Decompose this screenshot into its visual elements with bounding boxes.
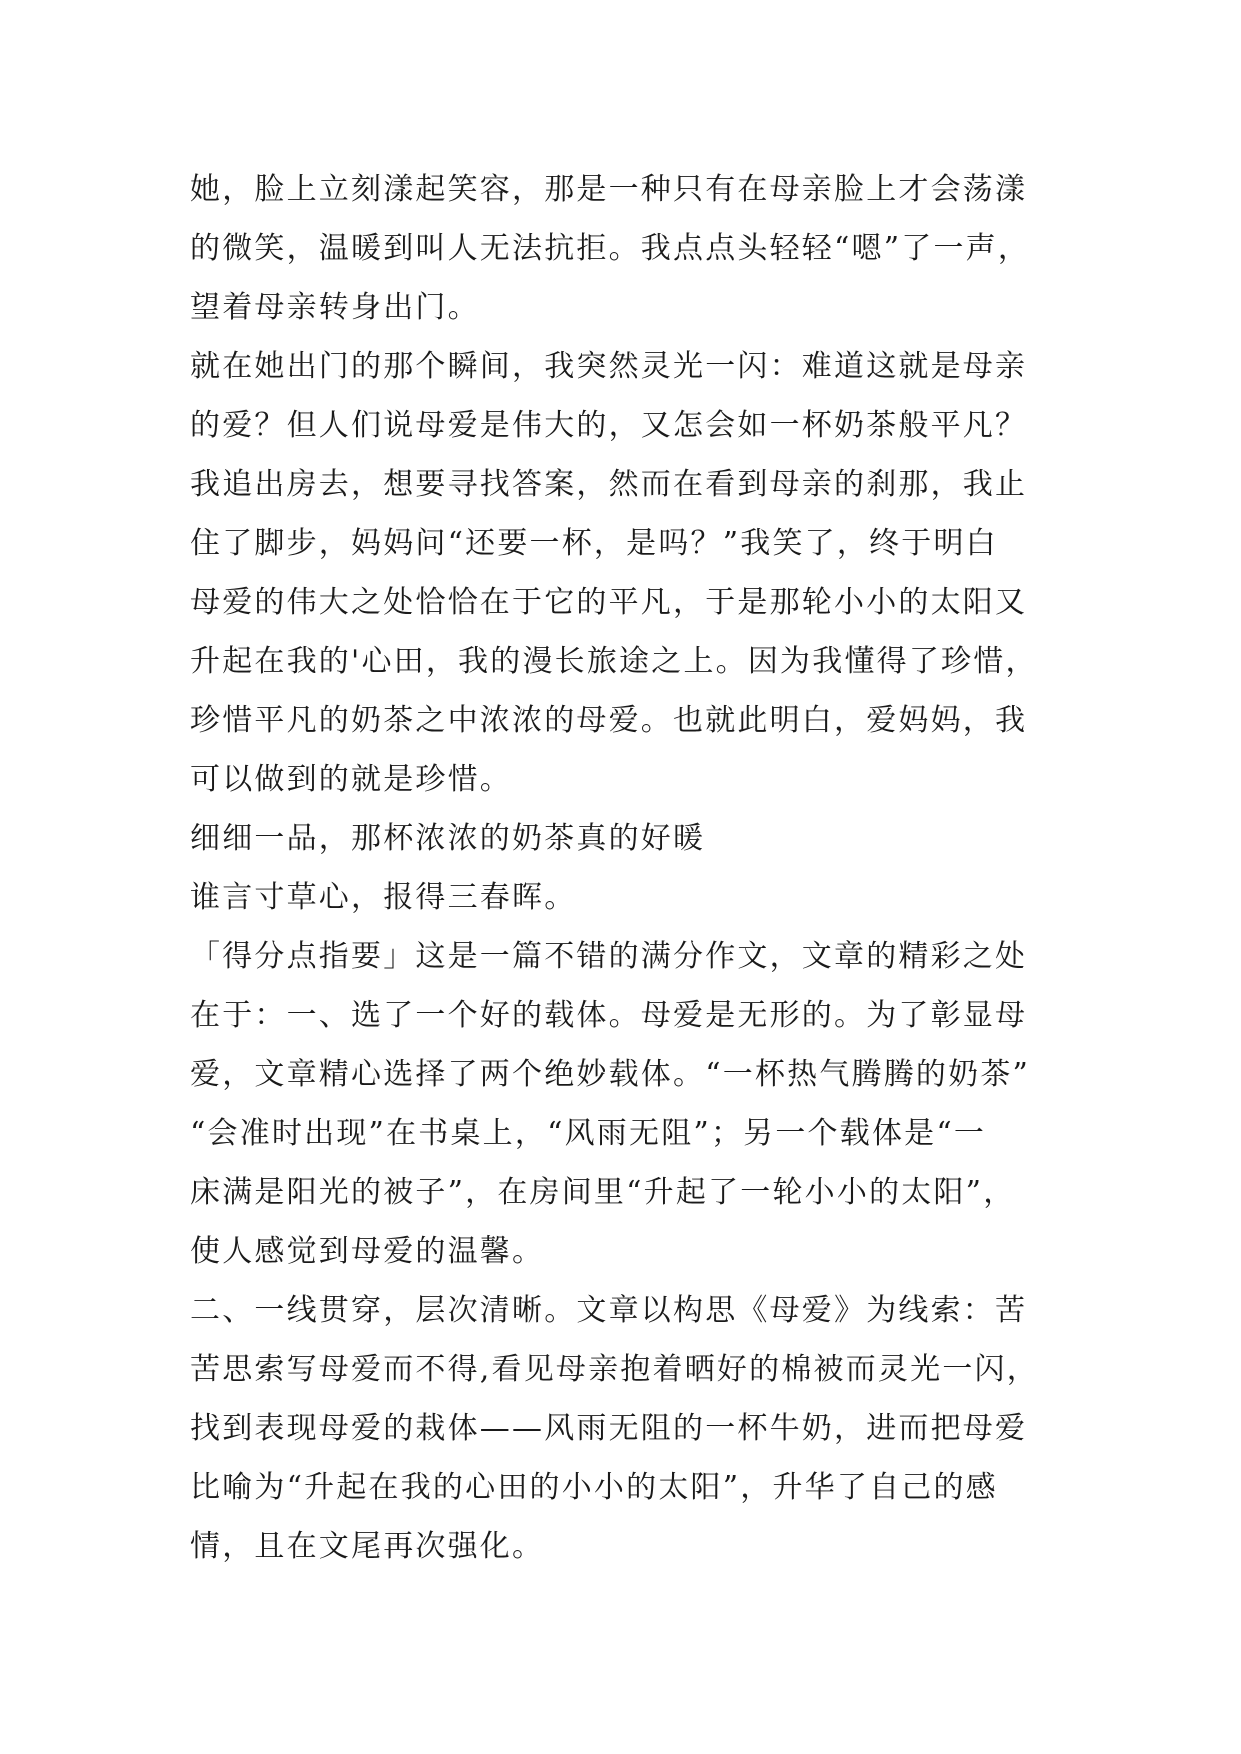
text-line: 在于：一、选了一个好的载体。母爱是无形的。为了彰显母 — [190, 998, 1028, 1033]
document-body — [190, 160, 1070, 1576]
text-line: 望着母亲转身出门。 — [190, 290, 480, 325]
text-line: 升起在我的'心田，我的漫长旅途之上。因为我懂得了珍惜， — [190, 644, 1038, 679]
text-line: 的爱？但人们说母爱是伟大的，又怎会如一杯奶茶般平凡？ — [190, 408, 1028, 443]
text-line: 细细一品，那杯浓浓的奶茶真的好暖 — [190, 821, 706, 856]
text-line: 可以做到的就是珍惜。 — [190, 762, 512, 797]
text-line: 我追出房去，想要寻找答案，然而在看到母亲的刹那，我止 — [190, 467, 1028, 502]
text-line: 就在她出门的那个瞬间，我突然灵光一闪：难道这就是母亲 — [190, 349, 1028, 384]
text-line: 找到表现母爱的栽体——风雨无阻的一杯牛奶，进而把母爱 — [190, 1411, 1028, 1446]
text-line: 的微笑，温暖到叫人无法抗拒。我点点头轻轻“嗯”了一声， — [190, 231, 1031, 266]
text-line: 她，脸上立刻漾起笑容，那是一种只有在母亲脸上才会荡漾 — [190, 172, 1028, 207]
text-line: 爱，文章精心选择了两个绝妙载体。“一杯热气腾腾的奶茶” — [190, 1057, 1031, 1092]
text-line: 母爱的伟大之处恰恰在于它的平凡，于是那轮小小的太阳又 — [190, 585, 1028, 620]
text-line: 床满是阳光的被子”，在房间里“升起了一轮小小的太阳”， — [190, 1175, 1016, 1210]
text-line: 住了脚步，妈妈问“还要一杯，是吗？”我笑了，终于明白 — [190, 526, 998, 561]
text-line: “会准时出现”在书桌上，“风雨无阻”；另一个载体是“一 — [190, 1116, 987, 1151]
text-line: 比喻为“升起在我的心田的小小的太阳”，升华了自己的感 — [190, 1470, 998, 1505]
text-line: 珍惜平凡的奶茶之中浓浓的母爱。也就此明白，爱妈妈，我 — [190, 703, 1028, 738]
text-line: 苦思索写母爱而不得,看见母亲抱着晒好的棉被而灵光一闪， — [190, 1352, 1039, 1387]
text-line: 「得分点指要」这是一篇不错的满分作文，文章的精彩之处 — [190, 939, 1028, 974]
text-line: 使人感觉到母爱的温馨。 — [190, 1234, 545, 1269]
text-line: 情，且在文尾再次强化。 — [190, 1529, 545, 1564]
text-line: 二、一线贯穿，层次清晰。文章以构思《母爱》为线索：苦 — [190, 1293, 1028, 1328]
text-line: 谁言寸草心，报得三春晖。 — [190, 880, 577, 915]
